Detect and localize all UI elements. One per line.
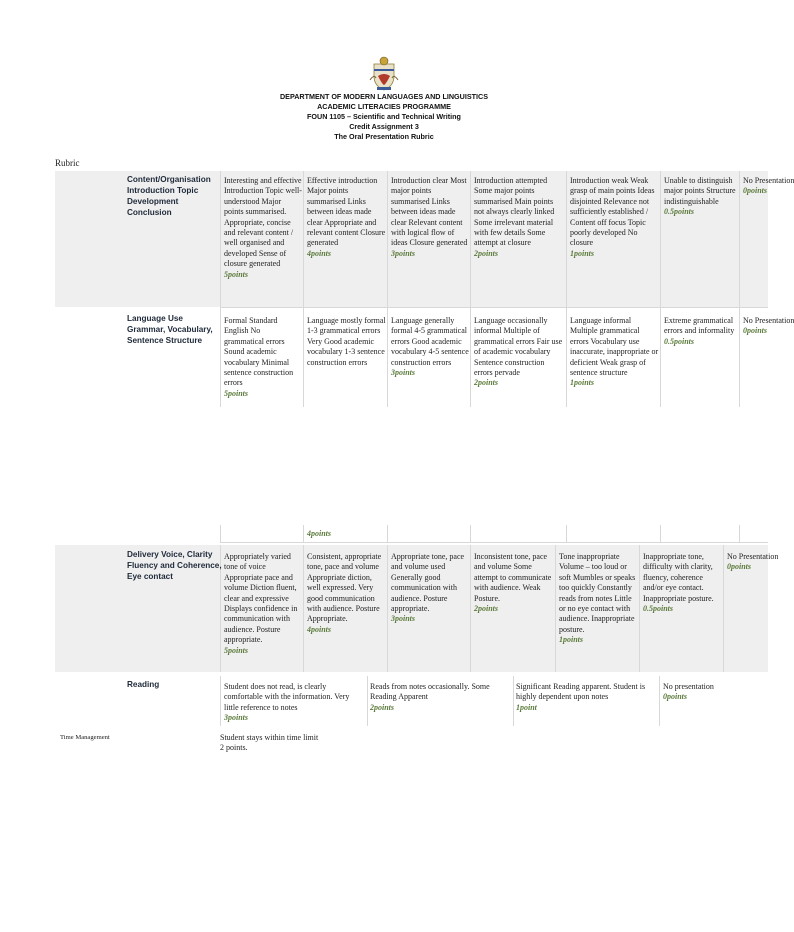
divider [220, 307, 768, 308]
points-label: 5points [224, 388, 249, 398]
language-cell-5: Language informal Multiple grammatical errors Vocabulary use inaccurate, inappropriate or deficient Weak grasp of sentence structure 1points [570, 316, 659, 388]
content-cell-5: Introduction weak Weak grasp of main points Ideas disjointed Relevance not sufficiently established / Content off focus Topic poorly developed No closure 1points [570, 176, 655, 258]
delivery-cell-4: Inconsistent tone, pace and volume Some attempt to communicate with audience. Weak Posture. 2points [474, 552, 552, 614]
language-cell-7: No Presentation 0points [743, 316, 794, 336]
divider [303, 171, 304, 407]
criterion-delivery: Delivery Voice, Clarity Fluency and Coherence, Eye contact [127, 550, 222, 581]
divider [470, 545, 471, 672]
points-label: 0points [663, 692, 688, 702]
divider [303, 545, 304, 672]
divider [659, 676, 660, 726]
divider [660, 171, 661, 407]
points-label: 0points [743, 186, 768, 196]
rubric-title: The Oral Presentation Rubric [334, 132, 434, 141]
reading-cell-1: Student does not read, is clearly comfortable with the information. Very little reference to notes 3points [224, 682, 350, 723]
divider [470, 171, 471, 407]
points-label: 1points [559, 635, 584, 645]
divider [566, 171, 567, 407]
points-label: 2points [474, 248, 499, 258]
criterion-language-use: Language Use Grammar, Vocabulary, Sentence Structure [127, 314, 213, 345]
divider [367, 676, 368, 726]
language-continued-points: 4points [307, 529, 332, 538]
divider [513, 676, 514, 726]
points-label: 3points [224, 713, 249, 723]
points-label: 5points [224, 645, 249, 655]
divider [303, 525, 304, 542]
content-cell-6: Unable to distinguish major points Structure indistinguishable 0.5points [664, 176, 736, 217]
language-cell-4: Language occasionally informal Multiple of grammatical errors Fair use of academic vocabulary Sentence construction errors pervade 2points [474, 316, 563, 388]
divider [387, 545, 388, 672]
divider [555, 545, 556, 672]
points-label: 0.5points [664, 207, 695, 217]
reading-cell-4: No presentation 0points [663, 682, 714, 702]
criterion-time-management: Time Management [60, 734, 110, 741]
points-label: 2 points. [220, 743, 248, 753]
criterion-reading: Reading [127, 680, 160, 689]
points-label: 5points [224, 269, 249, 279]
points-label: 2points [370, 702, 395, 712]
divider [566, 525, 567, 542]
points-label: 3points [391, 248, 416, 258]
points-label: 0points [727, 562, 752, 572]
content-cell-1: Interesting and effective Introduction Topic well-understood Major points summarised. Appropriate, concise and relevant content / well organised and developed Sense of closure generated 5points [224, 176, 302, 279]
divider [470, 525, 471, 542]
delivery-cell-3: Appropriate tone, pace and volume used Generally good communication with audience. Posture appropriate. 3points [391, 552, 465, 624]
divider [739, 171, 740, 407]
content-cell-7: No Presentation 0points [743, 176, 794, 196]
content-cell-2: Effective introduction Major points summarised Links between ideas made clear Appropriate and relevant content Closure generated 4points [307, 176, 386, 258]
points-label: 3points [391, 614, 416, 624]
delivery-cell-1: Appropriately varied tone of voice Appropriate pace and volume Diction fluent, clear and expressive Displays confidence in communication with audience. Posture appropriate. 5points [224, 552, 298, 655]
points-label: 2points [474, 604, 499, 614]
points-label: 0.5points [643, 604, 674, 614]
reading-cell-3: Significant Reading apparent. Student is highly dependent upon notes 1point [516, 682, 646, 712]
rubric-label: Rubric [55, 158, 80, 168]
divider [387, 171, 388, 407]
content-cell-4: Introduction attempted Some major points summarised Main points not always clearly linked Some irrelevant material with few details Some attempt at closure 2points [474, 176, 555, 258]
content-cell-3: Introduction clear Most major points summarised Links between ideas made clear Relevant content with logical flow of ideas Closure generated 3points [391, 176, 468, 258]
divider [220, 525, 221, 542]
assignment-title: Credit Assignment 3 [349, 122, 419, 131]
language-cell-2: Language mostly formal 1-3 grammatical errors Very Good academic vocabulary 1-3 sentence construction errors [307, 316, 386, 367]
divider [220, 542, 768, 543]
divider [723, 545, 724, 672]
points-label: 4points [307, 624, 332, 634]
points-label: 0points [743, 326, 768, 336]
points-label: 0.5points [664, 336, 695, 346]
delivery-cell-5: Tone inappropriate Volume – too loud or soft Mumbles or speaks too quickly Constantly reads from notes Little or no eye contact with audience. Inappropriate posture. 1points [559, 552, 636, 645]
points-label: 1points [570, 378, 595, 388]
points-label: 3points [391, 368, 416, 378]
divider [660, 525, 661, 542]
time-management-cell: Student stays within time limit 2 points. [220, 733, 319, 753]
department-title: DEPARTMENT OF MODERN LANGUAGES AND LINGUISTICS [279, 92, 489, 101]
points-label: 1points [570, 248, 595, 258]
divider [387, 525, 388, 542]
delivery-cell-2: Consistent, appropriate tone, pace and volume Appropriate diction, well expressed. Very good communication with audience. Posture Appropriate. 4points [307, 552, 382, 634]
language-cell-3: Language generally formal 4-5 grammatical errors Good academic vocabulary 4-5 sentence construction errors 3points [391, 316, 469, 378]
programme-title: ACADEMIC LITERACIES PROGRAMME [317, 102, 451, 111]
reading-cell-2: Reads from notes occasionally. Some Reading Apparent 2points [370, 682, 490, 712]
university-crest-icon [368, 54, 400, 92]
course-title: FOUN 1105 – Scientific and Technical Writing [307, 112, 461, 121]
points-label: 2points [474, 378, 499, 388]
language-cell-6: Extreme grammatical errors and informality 0.5points [664, 316, 735, 346]
divider [739, 525, 740, 542]
language-cell-1: Formal Standard English No grammatical errors Sound academic vocabulary Minimal sentence construction errors 5points [224, 316, 294, 398]
criterion-content-organisation: Content/Organisation Introduction Topic Development Conclusion [127, 175, 211, 217]
delivery-cell-7: No Presentation 0points [727, 552, 779, 572]
document-header [200, 92, 568, 142]
points-label: 1point [516, 702, 537, 712]
delivery-cell-6: Inappropriate tone, difficulty with clarity, fluency, coherence and/or eye contact. Inappropriate posture. 0.5points [643, 552, 714, 614]
points-label: 4points [307, 248, 332, 258]
divider [639, 545, 640, 672]
